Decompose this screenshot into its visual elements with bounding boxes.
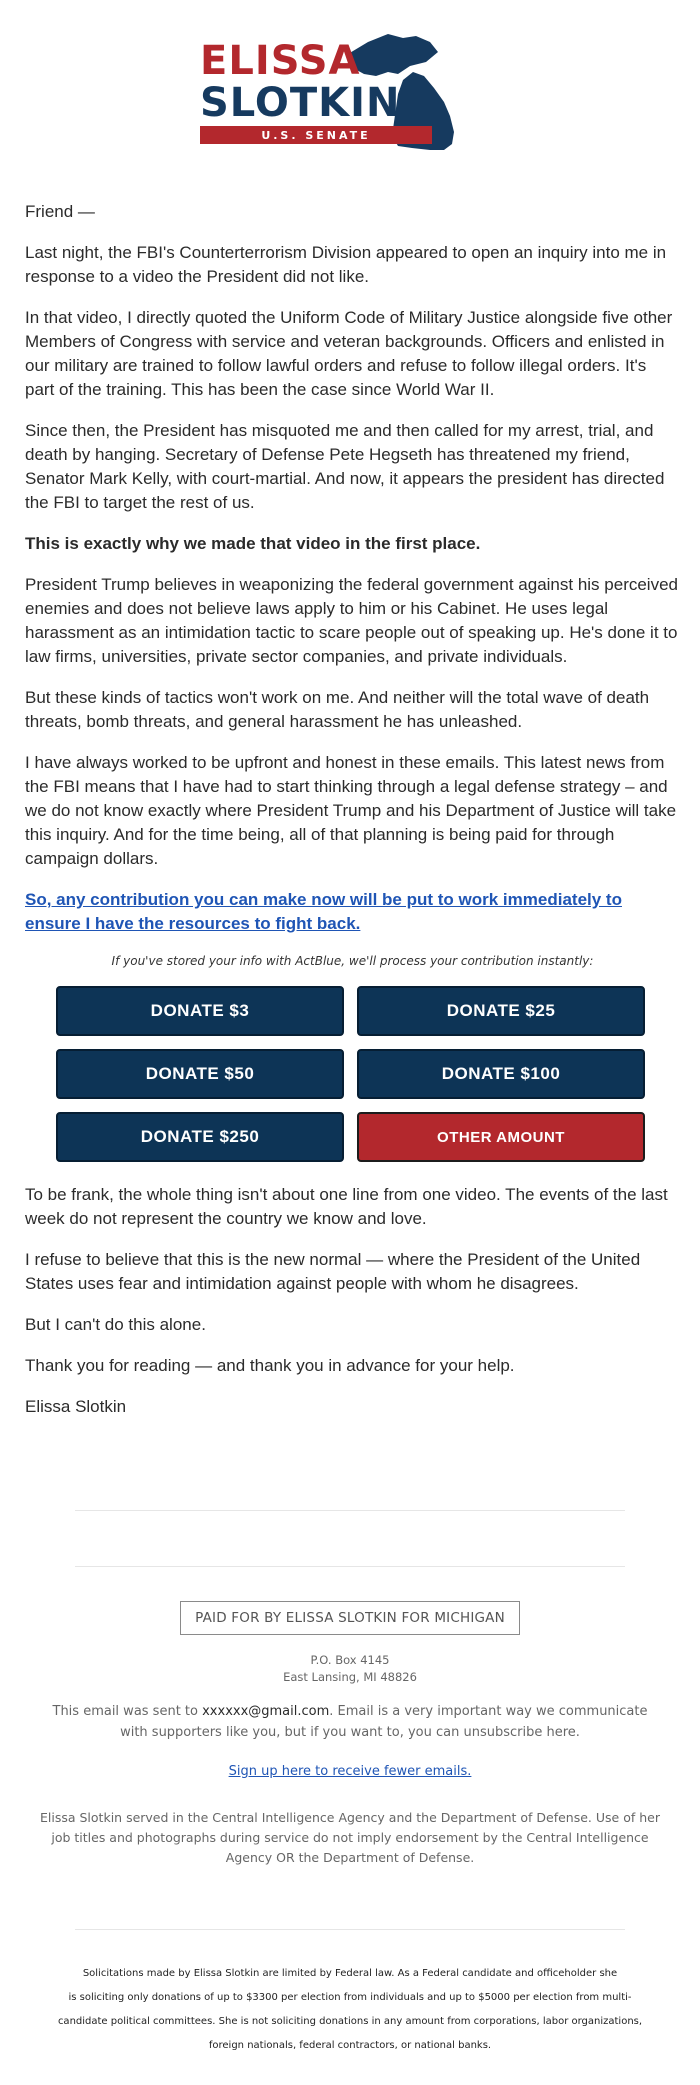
- actblue-note: If you've stored your info with ActBlue, we'll process your contribution instantly:: [111, 954, 594, 968]
- solicitation-disclaimer: [40, 1962, 660, 2058]
- solicitation-line: foreign nationals, federal contractors, or national banks.: [208, 2040, 492, 2051]
- donate-100-button[interactable]: DONATE $100: [357, 1049, 645, 1099]
- donate-3-button[interactable]: DONATE $3: [56, 986, 344, 1036]
- emphasis-paragraph: This is exactly why we made that video in the first place.: [25, 534, 481, 553]
- donate-50-button[interactable]: DONATE $50: [56, 1049, 344, 1099]
- body-paragraph: In that video, I directly quoted the Uniform Code of Military Justice alongside five other Members of Congress with service and veteran backgrounds. Officers and enlisted in our military are trained to follow lawful orders and refuse to follow illegal orders. It's part of the training. This has been the case since World War II.: [25, 308, 673, 399]
- signature: Elissa Slotkin: [25, 1397, 127, 1416]
- donate-250-button[interactable]: DONATE $250: [56, 1112, 344, 1162]
- body-paragraph: Since then, the President has misquoted me and then called for my arrest, trial, and death by hanging. Secretary of Defense Pete Hegseth has threatened my friend, Senator Mark Kelly, with court-martial. And now, it appears the president has directed the FBI to target the rest of us.: [25, 421, 665, 512]
- solicitation-line: candidate political committees. She is not soliciting donations in any amount from corporations, labor organizations,: [57, 2016, 643, 2027]
- fewer-emails-link[interactable]: Sign up here to receive fewer emails.: [228, 1764, 472, 1779]
- footer-divider: [75, 1929, 625, 1930]
- body-paragraph: But I can't do this alone.: [25, 1315, 206, 1334]
- recipient-email: xxxxxx@gmail.com: [202, 1704, 330, 1719]
- solicitation-line: is soliciting only donations of up to $3300 per election from individuals and up to $5000 per election from multi-: [68, 1992, 632, 2003]
- body-paragraph: To be frank, the whole thing isn't about one line from one video. The events of the last week do not represent the country we know and love.: [25, 1185, 668, 1228]
- body-paragraph: Last night, the FBI's Counterterrorism Division appeared to open an inquiry into me in response to a video the President did not like.: [25, 243, 667, 286]
- logo-line2: SLOTKIN: [200, 80, 401, 126]
- sent-to-prefix: This email was sent to: [52, 1704, 203, 1719]
- body-paragraph: I have always worked to be upfront and honest in these emails. This latest news from the FBI means that I have had to start thinking through a legal defense strategy – and we do not know exactly where President Trump and his Department of Justice will take this inquiry. And for the time being, all of that planning is being paid for through campaign dollars.: [25, 753, 677, 868]
- unsubscribe-text[interactable]: . Email is a very important way we communicate with supporters like you, but if you want to, you can unsubscribe here.: [120, 1704, 648, 1740]
- logo-banner-text: U.S. SENATE: [261, 129, 371, 142]
- address-line: P.O. Box 4145: [310, 1653, 390, 1667]
- donate-button-grid: [56, 986, 645, 1162]
- logo-graphic: [198, 32, 502, 158]
- body-paragraph: Thank you for reading — and thank you in advance for your help.: [25, 1356, 515, 1375]
- email-body: [25, 200, 680, 1436]
- solicitation-line: Solicitations made by Elissa Slotkin are limited by Federal law. As a Federal candidate and officeholder she: [82, 1968, 618, 1979]
- address-line: East Lansing, MI 48826: [283, 1670, 417, 1684]
- contribution-link[interactable]: So, any contribution you can make now will be put to work immediately to ensure I have the resources to fight back.: [25, 890, 622, 933]
- greeting: Friend —: [25, 202, 95, 221]
- footer-divider: [75, 1510, 625, 1511]
- body-paragraph: President Trump believes in weaponizing the federal government against his perceived enemies and does not believe laws apply to him or his Cabinet. He uses legal harassment as an intimidation tactic to scare people out of speaking up. He's done it to law firms, universities, private sector companies, and private individuals.: [25, 575, 678, 666]
- other-amount-button[interactable]: OTHER AMOUNT: [357, 1112, 645, 1162]
- paid-for-box: PAID FOR BY ELISSA SLOTKIN FOR MICHIGAN: [180, 1601, 520, 1635]
- sent-to-notice: [40, 1701, 660, 1743]
- campaign-logo[interactable]: [198, 32, 502, 158]
- closing-section: [25, 1183, 680, 1419]
- footer-divider: [75, 1566, 625, 1567]
- disclaimer-note: Elissa Slotkin served in the Central Intelligence Agency and the Department of Defense. Use of her job titles and photographs during service do not imply endorsement by the Central Intelligence Agency OR the Department of Defense.: [40, 1810, 660, 1865]
- body-paragraph: I refuse to believe that this is the new normal — where the President of the United States uses fear and intimidation against people with whom he disagrees.: [25, 1250, 641, 1293]
- donate-25-button[interactable]: DONATE $25: [357, 986, 645, 1036]
- logo-line1: ELISSA: [200, 38, 361, 84]
- body-paragraph: But these kinds of tactics won't work on me. And neither will the total wave of death threats, bomb threats, and general harassment he has unleashed.: [25, 688, 650, 731]
- mailing-address: [40, 1652, 660, 1686]
